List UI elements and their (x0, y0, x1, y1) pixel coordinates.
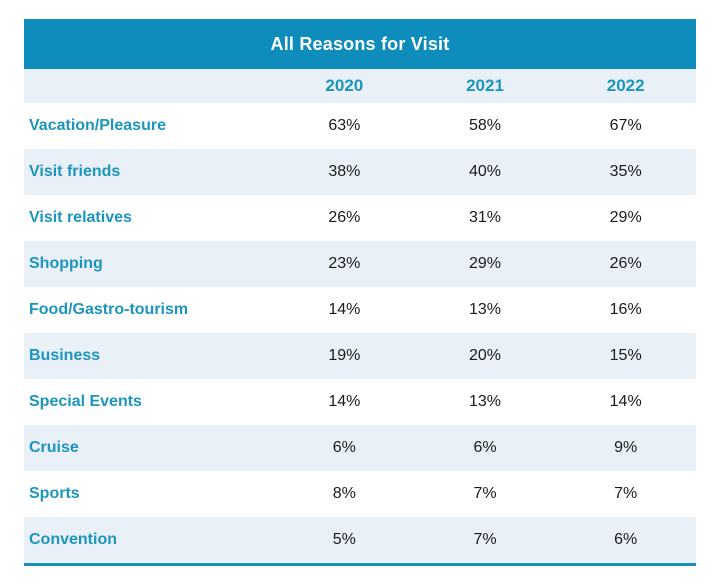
row-value-2021: 40% (468, 163, 502, 180)
row-value-2022: 7% (614, 485, 638, 502)
row-value-2021: 7% (473, 531, 497, 548)
table-body (24, 103, 696, 563)
row-label: Business (29, 347, 101, 364)
row-value-2020: 63% (328, 117, 361, 134)
reasons-for-visit-table (24, 19, 696, 566)
table-row (24, 149, 696, 195)
row-label: Shopping (29, 255, 103, 272)
table-row (24, 241, 696, 287)
row-label: Sports (29, 485, 80, 502)
row-value-2022: 16% (609, 301, 642, 318)
table-row (24, 195, 696, 241)
row-label: Visit relatives (29, 209, 132, 226)
table-row (24, 379, 696, 425)
row-value-2021: 29% (468, 255, 502, 272)
row-value-2022: 29% (609, 209, 642, 226)
row-value-2020: 14% (328, 301, 361, 318)
row-value-2021: 7% (473, 485, 497, 502)
table-row (24, 103, 696, 149)
column-header-spacer (24, 69, 274, 103)
table-row (24, 471, 696, 517)
column-header-2020: 2020 (325, 76, 364, 95)
row-value-2021: 58% (468, 117, 502, 134)
row-label: Convention (29, 531, 117, 548)
row-value-2020: 26% (328, 209, 361, 226)
row-value-2022: 26% (609, 255, 642, 272)
row-value-2021: 6% (473, 439, 497, 456)
row-value-2020: 23% (328, 255, 361, 272)
table-title-bar (24, 19, 696, 69)
row-label: Special Events (29, 393, 142, 410)
table-row (24, 287, 696, 333)
row-value-2020: 8% (332, 485, 356, 502)
row-label: Visit friends (29, 163, 121, 180)
row-value-2022: 67% (609, 117, 642, 134)
row-value-2022: 6% (614, 531, 638, 548)
row-value-2021: 13% (468, 301, 502, 318)
row-value-2020: 19% (328, 347, 361, 364)
row-value-2022: 9% (614, 439, 638, 456)
table-row (24, 425, 696, 471)
table-bottom-border (24, 563, 696, 566)
row-value-2020: 6% (332, 439, 356, 456)
row-value-2022: 14% (609, 393, 642, 410)
table-title: All Reasons for Visit (270, 33, 450, 54)
row-value-2022: 35% (609, 163, 642, 180)
row-value-2021: 31% (468, 209, 502, 226)
row-label: Cruise (29, 439, 79, 456)
row-value-2021: 13% (468, 393, 502, 410)
table-row (24, 333, 696, 379)
row-label: Vacation/Pleasure (29, 117, 166, 134)
row-value-2020: 5% (332, 531, 356, 548)
row-value-2020: 14% (328, 393, 361, 410)
column-header-row (24, 69, 696, 103)
row-value-2020: 38% (328, 163, 361, 180)
row-value-2021: 20% (468, 347, 502, 364)
row-value-2022: 15% (609, 347, 642, 364)
column-header-2022: 2022 (606, 76, 645, 95)
column-header-2021: 2021 (466, 76, 504, 95)
row-label: Food/Gastro-tourism (29, 301, 189, 318)
table-row (24, 517, 696, 563)
